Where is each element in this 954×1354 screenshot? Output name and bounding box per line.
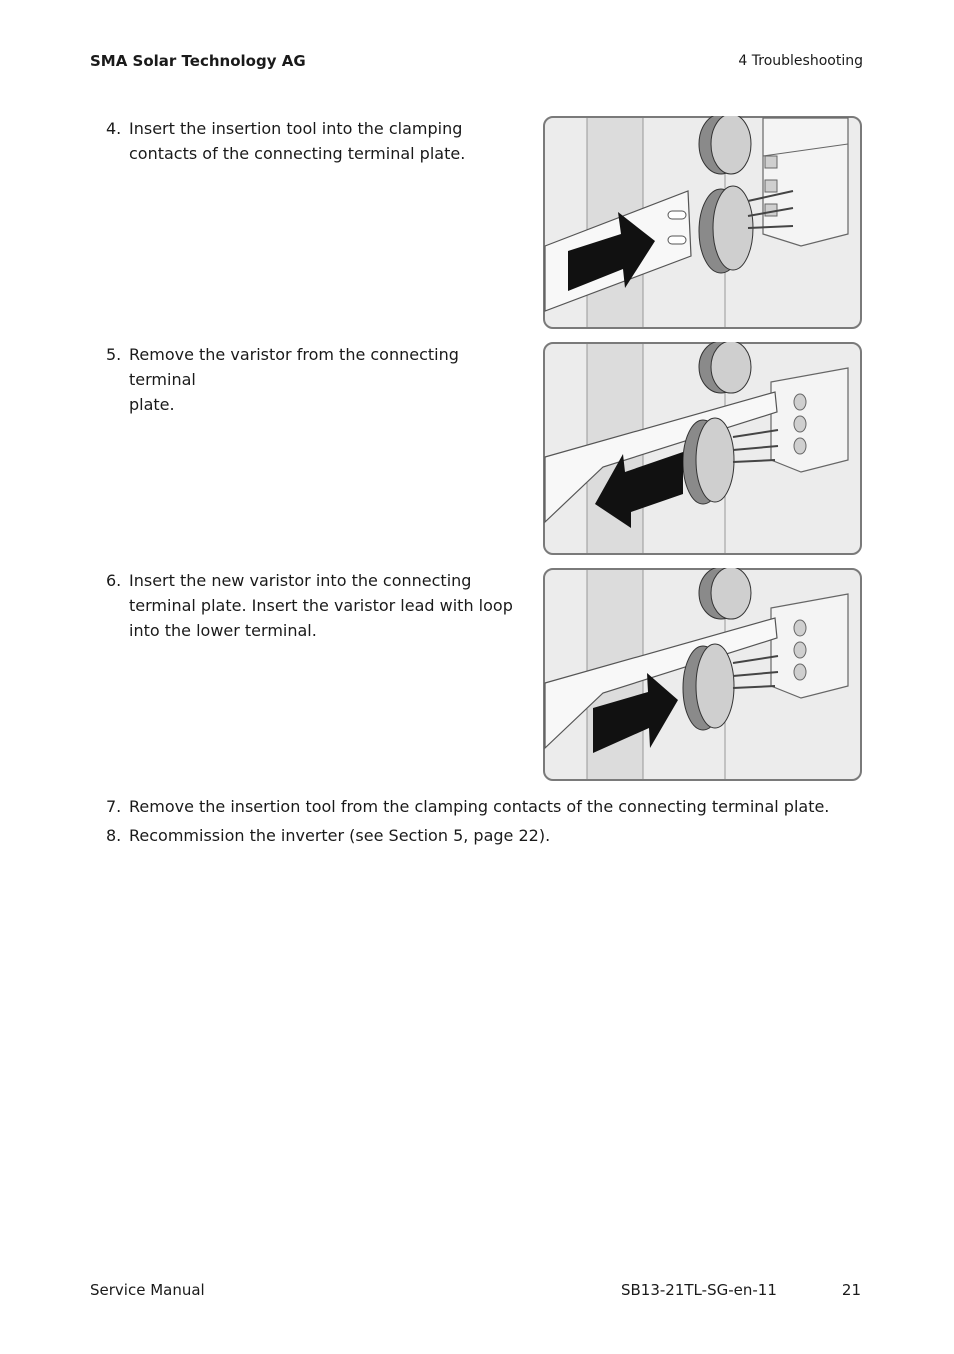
footer-doc-type: Service Manual	[90, 1281, 205, 1299]
header-section: 4 Troubleshooting	[738, 53, 863, 69]
step-number: 6.	[106, 571, 122, 590]
step-number: 4.	[106, 119, 122, 138]
footer-page-number: 21	[841, 1281, 861, 1299]
figure-remove-varistor	[543, 342, 862, 555]
step-text-line: into the lower terminal.	[129, 621, 317, 640]
footer-doc-code: SB13-21TL-SG-en-11	[621, 1281, 777, 1299]
step-number: 7.	[106, 797, 122, 816]
step-number: 8.	[106, 826, 122, 845]
step-text-line: plate.	[129, 395, 175, 414]
figure-insert-varistor	[543, 568, 862, 781]
step-number: 5.	[106, 345, 122, 364]
figure-insert-tool	[543, 116, 862, 329]
step-text-line: Insert the insertion tool into the clamping	[129, 119, 463, 138]
step-text-line: Insert the new varistor into the connecting	[129, 571, 472, 590]
step-text-line: terminal plate. Insert the varistor lead with loop	[129, 596, 513, 615]
step-text-line: Remove the insertion tool from the clamping contacts of the connecting terminal plate.	[129, 797, 830, 816]
step-text-line: contacts of the connecting terminal plate.	[129, 144, 466, 163]
header-company: SMA Solar Technology AG	[90, 52, 306, 70]
step-text-line: Remove the varistor from the connecting terminal	[129, 345, 459, 389]
step-text-line: Recommission the inverter (see Section 5, page 22).	[129, 826, 551, 845]
